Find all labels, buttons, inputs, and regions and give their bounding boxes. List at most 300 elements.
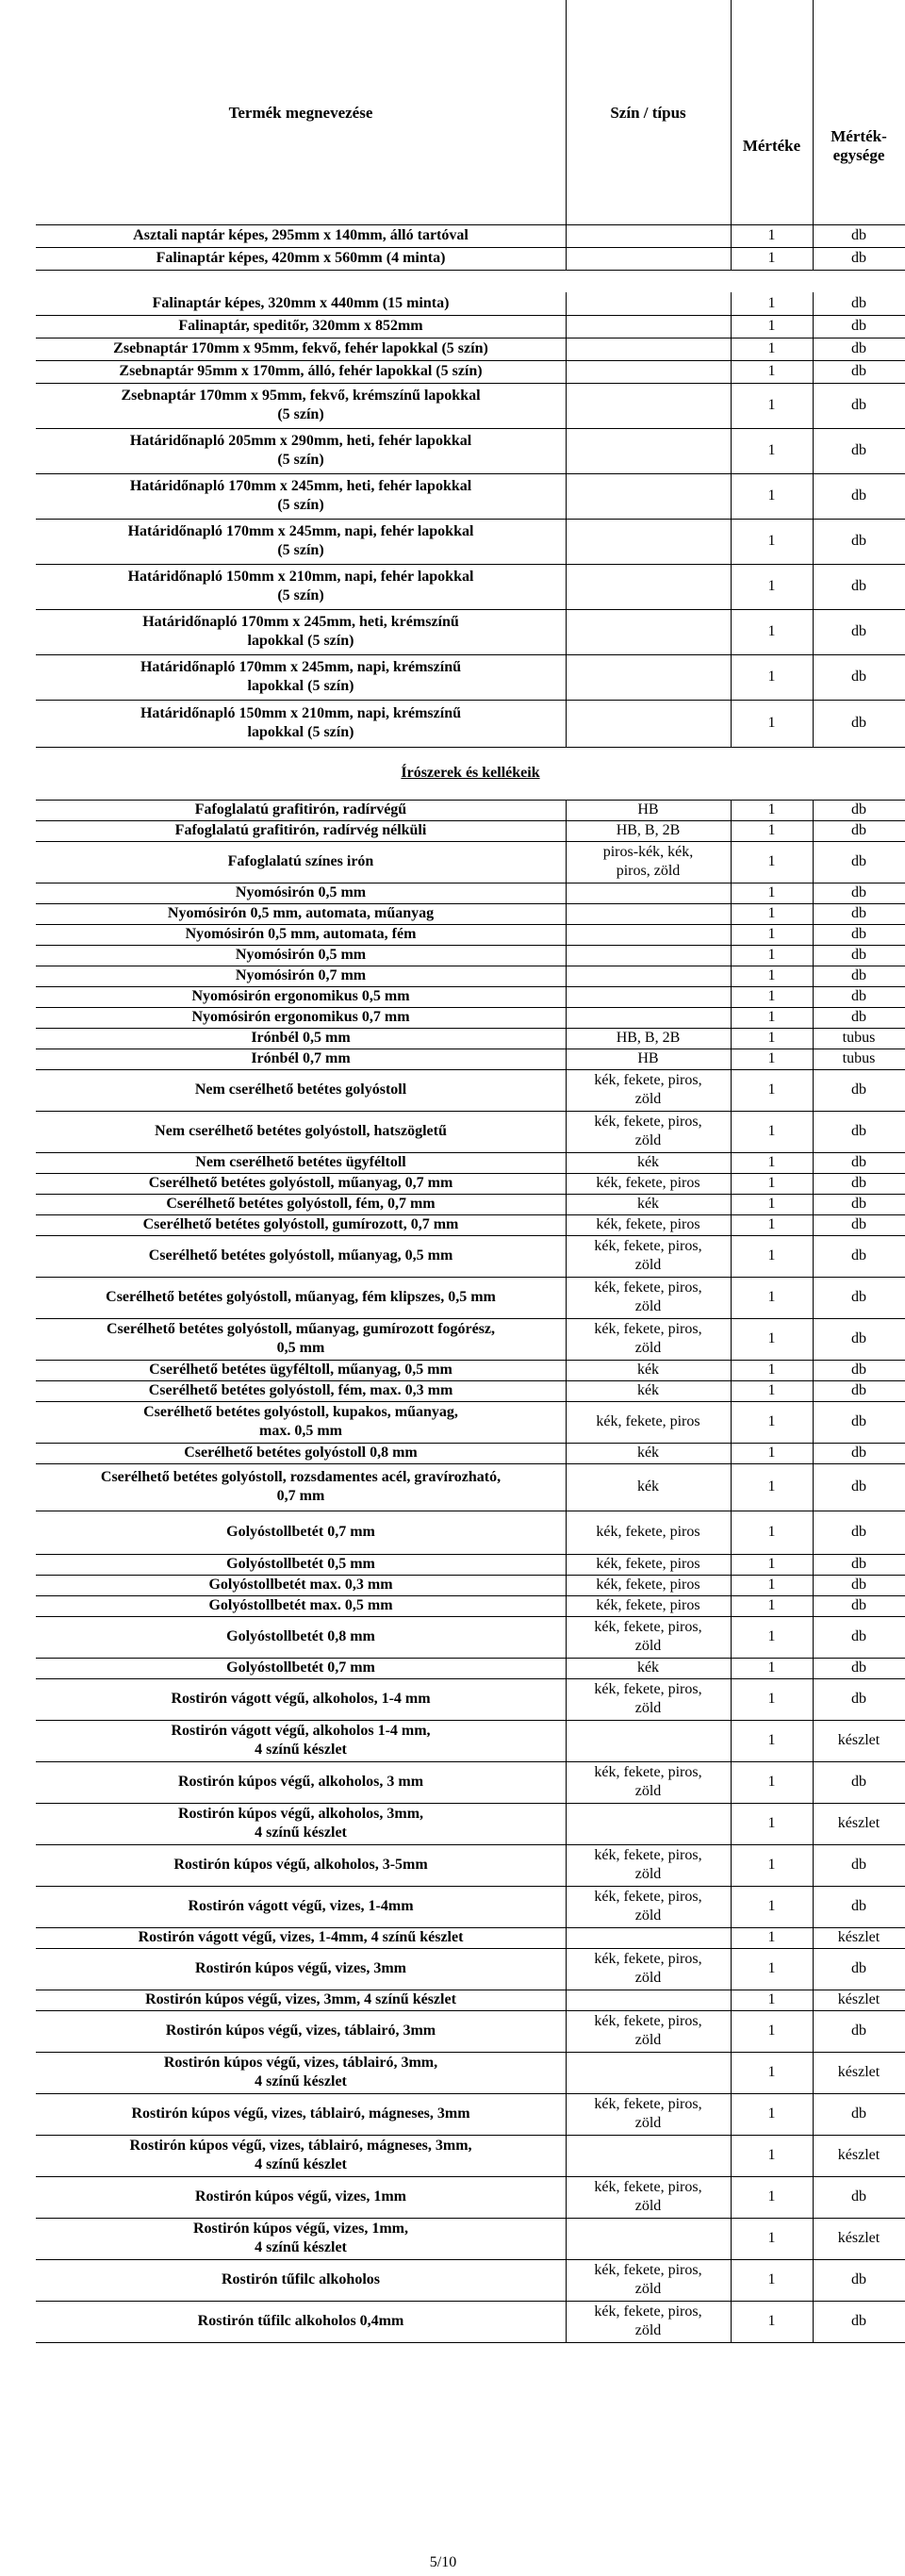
product-unit: db	[851, 442, 866, 458]
product-unit: db	[851, 1524, 866, 1540]
product-quantity: 1	[767, 1154, 776, 1170]
column-divider	[731, 609, 732, 654]
column-divider	[731, 820, 732, 841]
product-name: Golyóstollbetét 0,5 mm	[226, 1556, 375, 1572]
product-color: kék	[636, 1478, 660, 1494]
product-quantity: 1	[767, 905, 776, 921]
product-unit: db	[851, 2271, 866, 2287]
product-color: kék, fekete, piros	[596, 1524, 700, 1540]
column-divider	[813, 883, 814, 903]
product-unit: db	[851, 947, 866, 963]
column-divider	[566, 1111, 567, 1152]
product-unit: db	[851, 1289, 866, 1305]
product-name: Határidőnapló 150mm x 210mm, napi, krémszínű lapokkal (5 szín)	[140, 705, 461, 740]
product-quantity: 1	[767, 1991, 776, 2007]
product-unit: db	[851, 1247, 866, 1263]
column-divider	[813, 1214, 814, 1235]
column-divider	[566, 247, 567, 270]
column-divider	[566, 383, 567, 428]
product-unit: db	[851, 1597, 866, 1613]
column-divider	[566, 1616, 567, 1658]
column-divider	[813, 1844, 814, 1886]
column-divider	[813, 1277, 814, 1318]
product-color	[566, 986, 731, 1007]
column-divider	[566, 1678, 567, 1720]
column-divider	[731, 292, 732, 315]
product-name: Nyomósirón ergonomikus 0,5 mm	[191, 988, 410, 1004]
product-unit: db	[851, 295, 866, 311]
product-unit: db	[851, 1154, 866, 1170]
column-divider	[813, 1360, 814, 1380]
product-unit: db	[851, 1960, 866, 1976]
product-name: Rostirón kúpos végű, vizes, 3mm	[194, 1960, 406, 1976]
product-quantity: 1	[767, 533, 776, 549]
column-divider	[566, 2093, 567, 2135]
column-divider	[566, 1028, 567, 1049]
column-divider	[566, 1658, 567, 1678]
column-divider	[731, 360, 732, 383]
column-divider	[731, 1111, 732, 1152]
product-color	[566, 564, 731, 609]
product-color: HB, B, 2B	[616, 822, 681, 838]
column-divider	[731, 315, 732, 338]
column-divider	[813, 945, 814, 966]
column-divider	[731, 1380, 732, 1401]
column-divider	[813, 1948, 814, 1990]
product-name: Határidőnapló 170mm x 245mm, heti, krémszínű lapokkal (5 szín)	[142, 614, 459, 649]
column-divider	[813, 338, 814, 360]
column-divider	[813, 564, 814, 609]
product-quantity: 1	[767, 967, 776, 983]
product-quantity: 1	[767, 1030, 776, 1046]
column-divider	[566, 473, 567, 519]
column-divider	[813, 1111, 814, 1152]
column-divider	[566, 1761, 567, 1803]
product-unit: db	[851, 1898, 866, 1914]
product-quantity: 1	[767, 1732, 776, 1748]
column-divider	[813, 2010, 814, 2052]
product-color: kék, fekete, piros	[596, 1556, 700, 1572]
product-color: kék, fekete, piros, zöld	[594, 1847, 702, 1882]
column-divider	[566, 1069, 567, 1111]
product-quantity: 1	[767, 318, 776, 334]
product-name: Falinaptár képes, 320mm x 440mm (15 minta)	[152, 295, 450, 311]
column-divider	[566, 700, 567, 747]
product-unit: db	[851, 884, 866, 900]
product-color	[566, 224, 731, 247]
product-quantity: 1	[767, 578, 776, 594]
column-divider	[731, 1990, 732, 2010]
product-quantity: 1	[767, 988, 776, 1004]
product-quantity: 1	[767, 1413, 776, 1429]
product-unit: db	[851, 1478, 866, 1494]
column-divider	[813, 2135, 814, 2176]
column-divider	[566, 841, 567, 883]
product-color	[566, 924, 731, 945]
column-divider	[813, 1380, 814, 1401]
product-quantity: 1	[767, 1216, 776, 1232]
product-color: kék, fekete, piros	[596, 1413, 700, 1429]
product-quantity: 1	[767, 1382, 776, 1398]
column-divider	[731, 2010, 732, 2052]
column-divider	[813, 820, 814, 841]
product-quantity: 1	[767, 487, 776, 504]
column-divider	[731, 383, 732, 428]
product-color	[566, 1720, 731, 1761]
column-divider	[813, 1463, 814, 1511]
product-unit: db	[851, 340, 866, 356]
product-unit: db	[851, 1691, 866, 1707]
column-divider	[731, 1173, 732, 1194]
product-unit: db	[851, 822, 866, 838]
product-quantity: 1	[767, 2230, 776, 2246]
product-name: Nyomósirón 0,7 mm	[235, 967, 367, 983]
product-unit: db	[851, 227, 866, 243]
product-name: Cserélhető betétes golyóstoll, fém, max. 0,3 mm	[148, 1382, 453, 1398]
column-divider	[566, 1049, 567, 1069]
column-divider	[731, 2301, 732, 2342]
product-name: Cserélhető betétes golyóstoll, rozsdamentes acél, gravírozható, 0,7 mm	[100, 1469, 502, 1504]
product-name: Cserélhető betétes golyóstoll, műanyag, fém klipszes, 0,5 mm	[106, 1289, 496, 1305]
product-unit: db	[851, 250, 866, 266]
column-divider	[566, 564, 567, 609]
product-name: Asztali naptár képes, 295mm x 140mm, álló tartóval	[133, 227, 469, 243]
product-quantity: 1	[767, 1691, 776, 1707]
column-divider	[731, 2218, 732, 2259]
column-divider	[813, 383, 814, 428]
product-unit: db	[851, 2105, 866, 2122]
product-color: kék, fekete, piros, zöld	[594, 2304, 702, 2338]
column-divider	[566, 945, 567, 966]
product-name: Irónbél 0,7 mm	[251, 1050, 351, 1066]
product-color: kék, fekete, piros, zöld	[594, 1321, 702, 1356]
column-divider	[813, 1990, 814, 2010]
product-name: Fafoglalatú színes irón	[227, 853, 374, 869]
column-divider	[813, 2176, 814, 2218]
column-divider	[813, 2301, 814, 2342]
product-unit: db	[851, 1216, 866, 1232]
row-divider	[36, 747, 905, 748]
column-divider	[731, 2176, 732, 2218]
column-divider	[813, 360, 814, 383]
column-divider	[813, 2259, 814, 2301]
column-divider	[566, 1720, 567, 1761]
product-quantity: 1	[767, 2313, 776, 2329]
product-name: Cserélhető betétes ügyféltoll, műanyag, 0,5 mm	[149, 1362, 452, 1378]
column-divider	[813, 1761, 814, 1803]
column-divider	[566, 1152, 567, 1173]
column-divider	[566, 1214, 567, 1235]
product-unit: db	[851, 853, 866, 869]
product-name: Golyóstollbetét max. 0,3 mm	[208, 1577, 393, 1593]
column-divider	[731, 1007, 732, 1028]
column-divider	[566, 1401, 567, 1443]
product-name: Rostirón kúpos végű, vizes, táblairó, 3mm, 4 színű készlet	[163, 2055, 438, 2089]
product-name: Golyóstollbetét 0,8 mm	[226, 1628, 375, 1644]
product-quantity: 1	[767, 623, 776, 639]
column-divider	[566, 986, 567, 1007]
product-color	[566, 654, 731, 700]
product-unit: db	[851, 1857, 866, 1873]
column-divider	[566, 2010, 567, 2052]
product-unit: db	[851, 1175, 866, 1191]
product-quantity: 1	[767, 1597, 776, 1613]
column-divider	[566, 2218, 567, 2259]
column-divider	[813, 609, 814, 654]
product-unit: db	[851, 1196, 866, 1212]
column-divider	[566, 1948, 567, 1990]
column-divider	[566, 2135, 567, 2176]
product-color	[566, 247, 731, 270]
product-unit: db	[851, 318, 866, 334]
product-unit: tubus	[842, 1030, 876, 1046]
product-quantity: 1	[767, 822, 776, 838]
product-color	[566, 1803, 731, 1844]
product-color	[566, 2135, 731, 2176]
column-divider	[813, 1318, 814, 1360]
column-divider	[813, 986, 814, 1007]
product-name: Határidőnapló 150mm x 210mm, napi, fehér lapokkal (5 szín)	[127, 569, 474, 603]
column-divider	[731, 1318, 732, 1360]
product-unit: készlet	[837, 1991, 880, 2007]
product-name: Rostirón vágott végű, alkoholos 1-4 mm, 4 színű készlet	[171, 1723, 431, 1758]
column-divider	[731, 1463, 732, 1511]
column-divider	[566, 966, 567, 986]
product-quantity: 1	[767, 1362, 776, 1378]
column-divider	[731, 564, 732, 609]
column-divider	[813, 292, 814, 315]
column-divider	[566, 1007, 567, 1028]
product-quantity: 1	[767, 1556, 776, 1572]
product-color	[566, 903, 731, 924]
column-divider	[813, 1173, 814, 1194]
product-color	[566, 609, 731, 654]
product-name: Rostirón tűfilc alkoholos 0,4mm	[197, 2313, 404, 2329]
product-unit: készlet	[837, 1929, 880, 1945]
product-unit: db	[851, 1577, 866, 1593]
product-name: Rostirón kúpos végű, vizes, 1mm, 4 színű készlet	[192, 2221, 408, 2255]
product-unit: db	[851, 1082, 866, 1098]
product-quantity: 1	[767, 1524, 776, 1540]
product-unit: készlet	[837, 2064, 880, 2080]
product-unit: db	[851, 801, 866, 817]
column-divider	[813, 1554, 814, 1575]
product-quantity: 1	[767, 1857, 776, 1873]
column-divider	[813, 473, 814, 519]
product-color: kék, fekete, piros, zöld	[594, 2096, 702, 2131]
column-divider	[813, 1803, 814, 1844]
column-divider	[813, 1720, 814, 1761]
column-divider	[731, 1803, 732, 1844]
product-unit: db	[851, 2313, 866, 2329]
column-divider	[731, 841, 732, 883]
product-unit: db	[851, 1628, 866, 1644]
product-unit: db	[851, 905, 866, 921]
column-divider	[731, 1214, 732, 1235]
product-quantity: 1	[767, 1774, 776, 1790]
column-divider	[731, 1927, 732, 1948]
product-name: Rostirón vágott végű, alkoholos, 1-4 mm	[171, 1691, 431, 1707]
product-quantity: 1	[767, 1247, 776, 1263]
product-color: kék	[636, 1196, 660, 1212]
product-color: HB	[637, 801, 659, 817]
header-unit: Mérték- egysége	[831, 127, 887, 164]
column-divider	[566, 903, 567, 924]
column-divider	[566, 883, 567, 903]
product-name: Nyomósirón 0,5 mm	[235, 947, 367, 963]
product-quantity: 1	[767, 250, 776, 266]
column-divider	[731, 1720, 732, 1761]
column-divider	[813, 841, 814, 883]
column-divider	[566, 654, 567, 700]
column-divider	[731, 1886, 732, 1927]
product-quantity: 1	[767, 2064, 776, 2080]
product-name: Rostirón kúpos végű, alkoholos, 3-5mm	[173, 1857, 428, 1873]
product-color	[566, 473, 731, 519]
product-quantity: 1	[767, 1175, 776, 1191]
column-divider	[731, 338, 732, 360]
product-color: kék	[636, 1445, 660, 1461]
column-divider	[813, 654, 814, 700]
product-unit: db	[851, 1413, 866, 1429]
column-divider	[731, 1511, 732, 1554]
column-divider	[566, 1173, 567, 1194]
column-divider	[731, 247, 732, 270]
column-divider	[731, 2259, 732, 2301]
product-color: kék, fekete, piros, zöld	[594, 1072, 702, 1107]
product-quantity: 1	[767, 2023, 776, 2039]
product-color	[566, 315, 731, 338]
column-divider	[731, 1844, 732, 1886]
header-color-type: Szín / típus	[610, 104, 686, 122]
column-divider	[731, 800, 732, 820]
column-divider	[566, 0, 567, 224]
product-quantity: 1	[767, 1898, 776, 1914]
column-divider	[731, 1761, 732, 1803]
product-name: Cserélhető betétes golyóstoll, műanyag, 0,5 mm	[148, 1247, 453, 1263]
column-divider	[731, 1360, 732, 1380]
column-divider	[813, 2218, 814, 2259]
product-color: kék	[636, 1154, 660, 1170]
product-color: kék	[636, 1382, 660, 1398]
column-divider	[566, 2052, 567, 2093]
column-divider	[731, 883, 732, 903]
column-divider	[731, 1277, 732, 1318]
page-number: 5/10	[429, 2554, 457, 2570]
column-divider	[731, 1948, 732, 1990]
column-divider	[566, 1194, 567, 1214]
column-divider	[566, 2259, 567, 2301]
column-divider	[566, 1511, 567, 1554]
product-quantity: 1	[767, 947, 776, 963]
column-divider	[566, 315, 567, 338]
column-divider	[731, 966, 732, 986]
product-name: Rostirón vágott végű, vizes, 1-4mm	[188, 1898, 414, 1914]
product-name: Rostirón vágott végű, vizes, 1-4mm, 4 színű készlet	[138, 1929, 464, 1945]
column-divider	[813, 1443, 814, 1463]
column-divider	[566, 609, 567, 654]
product-name: Nem cserélhető betétes ügyféltoll	[195, 1154, 406, 1170]
column-divider	[566, 1463, 567, 1511]
column-divider	[813, 247, 814, 270]
column-divider	[566, 1844, 567, 1886]
product-color: kék, fekete, piros, zöld	[594, 1681, 702, 1716]
product-color: kék, fekete, piros, zöld	[594, 2179, 702, 2214]
column-divider	[566, 1380, 567, 1401]
product-name: Zsebnaptár 170mm x 95mm, fekvő, fehér lapokkal (5 szín)	[113, 340, 488, 356]
product-name: Határidőnapló 170mm x 245mm, heti, fehér lapokkal (5 szín)	[129, 478, 472, 513]
column-divider	[813, 428, 814, 473]
product-quantity: 1	[767, 295, 776, 311]
column-divider	[813, 800, 814, 820]
product-unit: db	[851, 1774, 866, 1790]
product-color: kék, fekete, piros, zöld	[594, 1114, 702, 1148]
product-unit: db	[851, 533, 866, 549]
product-color: kék, fekete, piros, zöld	[594, 1764, 702, 1799]
product-quantity: 1	[767, 1009, 776, 1025]
product-name: Rostirón kúpos végű, vizes, táblairó, 3mm	[165, 2023, 436, 2039]
column-divider	[566, 1277, 567, 1318]
column-divider	[566, 519, 567, 564]
product-name: Cserélhető betétes golyóstoll, műanyag, gumírozott fogórész, 0,5 mm	[106, 1321, 496, 1356]
product-quantity: 1	[767, 1330, 776, 1346]
product-name: Nem cserélhető betétes golyóstoll	[194, 1082, 407, 1098]
product-quantity: 1	[767, 853, 776, 869]
product-color: kék, fekete, piros, zöld	[594, 1238, 702, 1273]
column-divider	[813, 1069, 814, 1111]
column-divider	[566, 2176, 567, 2218]
product-name: Irónbél 0,5 mm	[251, 1030, 351, 1046]
product-color: kék, fekete, piros	[596, 1577, 700, 1593]
product-name: Rostirón kúpos végű, vizes, 3mm, 4 színű készlet	[145, 1991, 456, 2007]
column-divider	[731, 903, 732, 924]
product-name: Rostirón kúpos végű, vizes, táblairó, mágneses, 3mm	[131, 2105, 470, 2122]
column-divider	[731, 2093, 732, 2135]
product-unit: db	[851, 2188, 866, 2204]
column-divider	[813, 1194, 814, 1214]
product-color: kék	[636, 1660, 660, 1676]
column-divider	[813, 0, 814, 224]
product-quantity: 1	[767, 397, 776, 413]
product-color: kék, fekete, piros, zöld	[594, 1619, 702, 1654]
product-color	[566, 1007, 731, 1028]
column-divider	[731, 1235, 732, 1277]
product-quantity: 1	[767, 1660, 776, 1676]
column-divider	[566, 1595, 567, 1616]
product-name: Nyomósirón 0,5 mm, automata, műanyag	[167, 905, 435, 921]
header-product-name: Termék megnevezése	[228, 104, 373, 122]
product-quantity: 1	[767, 442, 776, 458]
product-unit: db	[851, 623, 866, 639]
product-unit: db	[851, 967, 866, 983]
product-unit: készlet	[837, 1732, 880, 1748]
product-unit: tubus	[842, 1050, 876, 1066]
column-divider	[566, 1360, 567, 1380]
column-divider	[813, 1028, 814, 1049]
product-quantity: 1	[767, 715, 776, 731]
product-name: Cserélhető betétes golyóstoll, gumírozott, 0,7 mm	[142, 1216, 459, 1232]
product-quantity: 1	[767, 2271, 776, 2287]
product-unit: db	[851, 1382, 866, 1398]
column-divider	[813, 700, 814, 747]
column-divider	[731, 1678, 732, 1720]
product-unit: készlet	[837, 2230, 880, 2246]
column-divider	[813, 966, 814, 986]
product-quantity: 1	[767, 1050, 776, 1066]
column-divider	[813, 903, 814, 924]
column-divider	[731, 1049, 732, 1069]
product-quantity: 1	[767, 1628, 776, 1644]
